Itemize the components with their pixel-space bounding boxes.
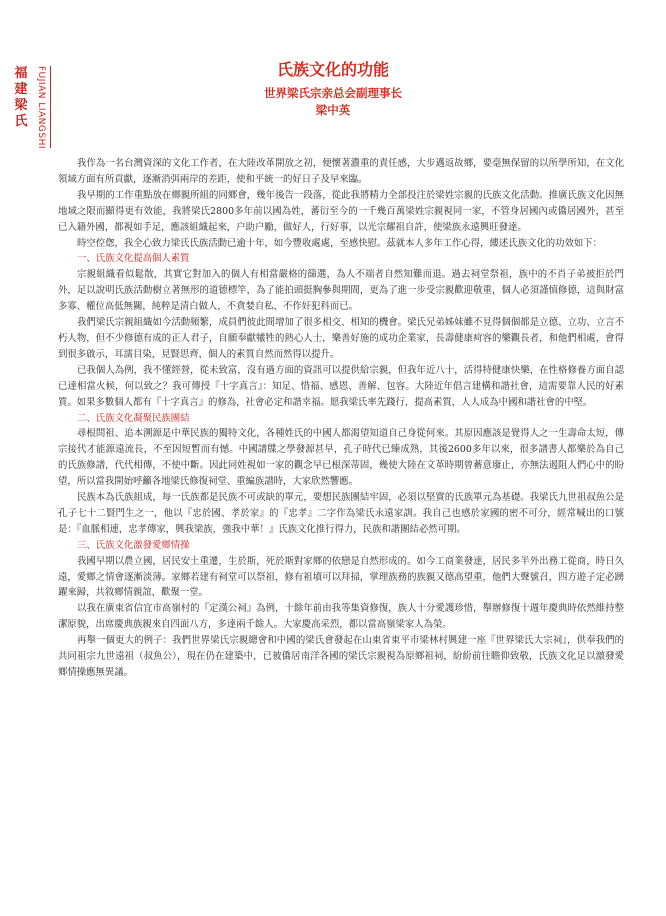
section-paragraph: 尋根問祖、追本溯源是中華民族的獨特文化，各種姓氏的中國人都渴望知道自己身從何來。其原因應該是覺得人之一生壽命太短，傳宗接代才能源遠流長，不至因短暫而有憾。中國譜牒之學發源甚早，孔子時代已臻成熟，其後2600多年以來，很多譜書人都樂於為自己的氏族修譜，代代相傳，不使中斷。因此同姓視如一家的觀念早已根深蒂固，幾使大陸在文革時期曾蓄意廢止，亦無法遏阻人們心中的盼望，所以當我開始呼籲各地梁氏修復祠堂、重編族譜時，大家欣然響應。 [58, 428, 624, 488]
section-paragraph: 再舉一個更大的例子：我們世界梁氏宗親總會和中國的梁氏會發起在山東省東平市梁林村興建一座『世界梁氏大宗祠』，供奉我們的共同祖宗九世遠祖（叔魚公），現在仍在建築中，已被僑居南洋各國的梁氏宗親視為原鄉祖祠，紛紛前往瞻仰致敬，氏族文化足以激發愛鄉情操應無異議。 [58, 635, 624, 678]
article-title: 氏族文化的功能 [276, 60, 389, 79]
intro-paragraph: 時空倥偬，我全心致力梁氏氏族活動已逾十年，如今豐收處處，至感快慰。茲就本人多年工作心得，縷述氏族文化的功效如下： [77, 237, 603, 249]
section-paragraph: 民族本為氏族組成，每一氏族都是民族不可或缺的單元，要想民族團結牢固，必須以堅實的氏族單元為基礎。我梁氏九世祖叔魚公是孔子七十二賢門生之一，他以『忠於國、孝於家』的『忠孝』二字作為梁氏永遠家訓。我自己也感於家國的密不可分，經常喊出的口號是：『血脈相連，忠孝傳家，興我梁族，強我中華！』氏族文化推行得力，民族和諧團結必然可期。 [58, 492, 624, 535]
author-name: 梁中英 [315, 103, 351, 117]
intro-paragraph: 我早期的工作重點放在鄉親所組的同鄉會，幾年後告一段落，從此我將精力全部投注於梁姓宗親的氏族文化活動。推廣氏族文化因無地域之限而顯得更有效能，我將梁氏2800多年前以國為姓，蕃衍至今的一千幾百萬梁姓宗親視同一家，不管身居國內或僑居國外，甚至已入籍外國，都視如手足，應該組織起來，户助户勵，做好人，行好事，以光宗耀祖自許，使梁族永遠興旺發達。 [58, 189, 624, 233]
section-paragraph: 以我在廣東省信宜市高嶺村的『定漢公祠』為例，十餘年前由我等集資修復，族人十分愛護珍惜，舉辦修復十週年慶典時依然維持整潔原貌，出席慶典族親來自四面八方，多達兩千餘人。大家慶高采烈，都以當高嶺梁家人為榮。 [58, 603, 624, 631]
section-paragraph: 宗親組織看似鬆散，其實它對加入的個人有相當嚴格的篩選，為人不端者自然知難而退。過去祠堂祭祖，族中的不肖子弟被拒於門外，足以說明氏族活動樹立著無形的道德標竿，為了能拍頭挺胸參與期間，更為了進一步受宗親歡迎敬重，個人必須謹慎修德，這與財富多寡、權位高低無關，純粹是清白做人，不貪婪自私，不作奸犯科而已。 [58, 269, 624, 313]
section-heading: 一、氏族文化提高個人素質 [77, 253, 190, 265]
article-body [58, 156, 624, 681]
section-paragraph: 我國早期以農立國，居民安土重遷，生於斯，死於斯對家鄉的依戀是自然形成的。如今工商業發達，居民多半外出務工從商，時日久遠，愛鄉之情會逐漸淡薄。家鄉若建有祠堂可以祭祖，修有祖墳可以拜掃，掌理族務的族親又德高望重，他們大聲號召，四方遊子定必踴躍來歸，共敘鄉情親誼，歡聚一堂。 [58, 555, 624, 599]
intro-paragraph: 我作為一名台灣資深的文化工作者，在大陸改革開放之初，便懷著濃重的責任感，大步邁返故鄉，要毫無保留的以所學所知，在文化領域方面有所貢獻，逐漸消弭兩岸的差距，使和平統一的好日子及早來臨。 [58, 158, 624, 185]
section-heading: 三、氏族文化激發愛鄉情操 [77, 539, 190, 551]
section-paragraph: 我們梁氏宗親組織如今活動頻繁，成員們彼此間增加了很多相交、相知的機會。梁氏兄弟姊妹雖不見得個個都是立德、立功、立言不朽人物，但不少修德有成的正人君子，自願奉獻犧牲的熱心人士，樂善好施的成功企業家，長壽健康疴容的樂觀長者，和他們相處，會得到很多啟示，耳濡目染，見賢思齊，個人的素質自然而然得以提升。 [58, 317, 624, 360]
article-header [40, 60, 626, 119]
author-position: 世界梁氏宗亲总会副理事长 [264, 86, 402, 100]
section-heading: 二、氏族文化凝聚民族團結 [77, 412, 190, 424]
side-brand-logo: 福建梁氏 [14, 66, 28, 129]
side-brand-pinyin: FUJIAN LIANGSHI [36, 66, 46, 149]
section-paragraph: 已我個人為例，我不懂經營，從未致富，沒有過方面的資訊可以提供給宗親，但我年近八十，活得特健康快樂，在性格修養方面自認已達相當火候，何以致之？我可傳授『十字真言』：知足、惜福、感恩、善解、包容。大陸近年倡言建構和諧社會，這需要靠人民的好素質。如果多數個人都有『十字真言』的修為，社會必定和諧幸福。愿我梁氏率先踐行，提高素質，人人成為中國和諧社會的中堅。 [58, 364, 624, 408]
